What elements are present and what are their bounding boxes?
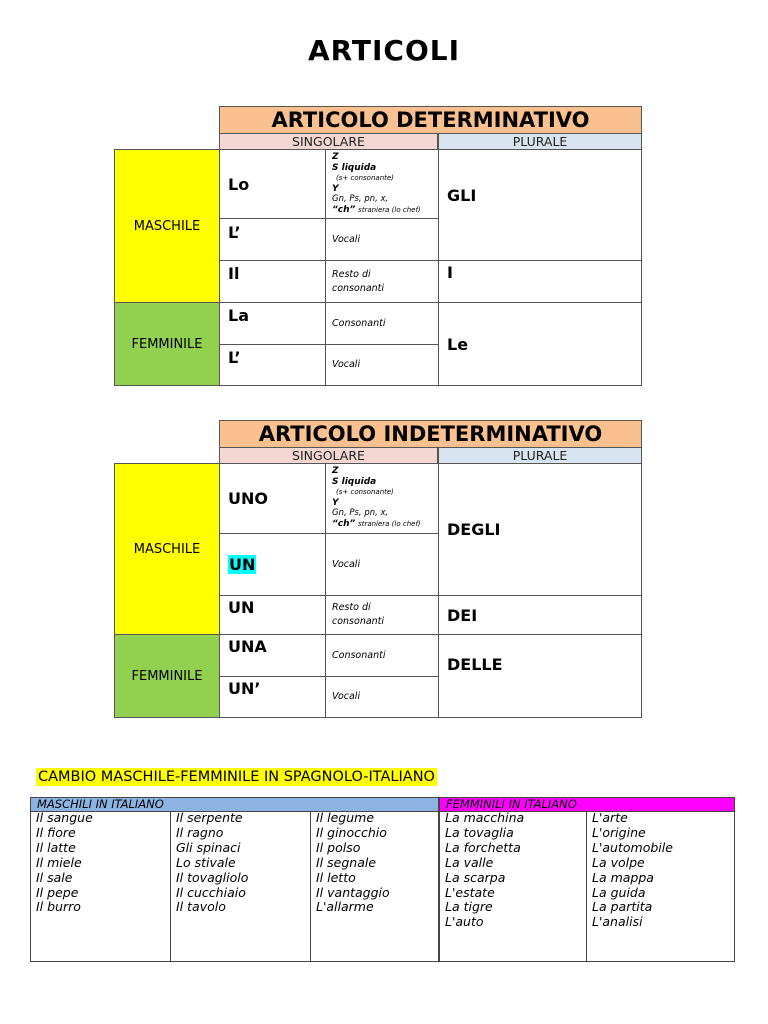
article-il: Il [219,260,326,303]
noun-item: La valle [445,854,494,870]
noun-item: L'arte [592,810,628,825]
noun-item: L'allarme [316,899,374,915]
singolare-header: SINGOLARE [219,447,438,464]
noun-item: Il ginocchio [316,824,387,840]
noun-item: Il pepe [36,884,79,900]
noun-item: Il letto [316,869,356,885]
singolare-header: SINGOLARE [219,133,438,150]
rule-note-resto: Resto di consonanti [325,595,439,635]
page-title: ARTICOLI [307,34,461,67]
article-lo: Lo [219,149,326,219]
noun-item: Il sale [36,869,73,885]
noun-item: La guida [592,884,646,900]
femminile-label: FEMMINILE [114,302,220,386]
indeterminativo-header: ARTICOLO INDETERMINATIVO [219,420,642,448]
article-l-fem: L’ [219,344,326,386]
determinativo-header: ARTICOLO DETERMINATIVO [219,106,642,134]
noun-item: Il cucchiaio [176,884,246,900]
noun-item: Il tavolo [176,899,226,915]
plural-le: Le [438,302,642,386]
femminili-column-1 [439,811,587,962]
noun-item: Il segnale [316,854,377,870]
femminili-header: FEMMINILI IN ITALIANO [439,797,735,812]
rule-note-lo: Z S liquida (s+ consonante) Y Gn, Ps, pn, x, “ch” straniera (lo chef) [325,149,439,219]
noun-item: L'estate [445,884,495,900]
noun-item: Il vantaggio [316,884,390,900]
noun-item: La tovaglia [445,824,514,840]
noun-item: Il sangue [36,810,93,825]
article-un-apos: UN’ [219,676,326,718]
noun-item: Il tovagliolo [176,869,249,885]
noun-item: Il legume [316,810,375,825]
rule-note-consonanti: Consonanti [325,634,439,677]
rule-note-vocali-fem: Vocali [325,676,439,718]
article-la: La [219,302,326,345]
plural-gli: GLI [438,149,642,261]
noun-item: Il ragno [176,824,224,840]
noun-item: L'automobile [592,839,673,855]
highlighted-un: UN [229,555,256,574]
article-una: UNA [219,634,326,677]
noun-item: Gli spinaci [176,839,241,855]
rule-note-vocali: Vocali [325,218,439,261]
maschili-header: MASCHILI IN ITALIANO [30,797,439,812]
plurale-header: PLURALE [438,447,642,464]
noun-item: Il polso [316,839,361,855]
noun-item: Il fiore [36,824,76,840]
noun-item: L'auto [445,914,484,930]
article-uno: UNO [219,463,326,534]
noun-item: Il burro [36,899,81,915]
plural-degli: DEGLI [438,463,642,596]
noun-item: La partita [592,899,653,915]
rule-note-resto: Resto di consonanti [325,260,439,303]
noun-item: La scarpa [445,869,506,885]
plural-delle: DELLE [438,634,642,718]
rule-note-vocali: Vocali [325,533,439,596]
plural-i: I [438,260,642,303]
rule-note-consonanti: Consonanti [325,302,439,345]
plural-dei: DEI [438,595,642,635]
femminile-label: FEMMINILE [114,634,220,718]
noun-item: Il serpente [176,810,243,825]
noun-item: Lo stivale [176,854,236,870]
noun-item: La volpe [592,854,645,870]
noun-item: La forchetta [445,839,521,855]
article-un-vowel [219,533,326,596]
maschili-column-2 [170,811,311,962]
maschile-label: MASCHILE [114,149,220,303]
article-un: UN [219,595,326,635]
rule-note-vocali-fem: Vocali [325,344,439,386]
noun-item: La tigre [445,899,493,915]
plurale-header: PLURALE [438,133,642,150]
noun-item: La mappa [592,869,654,885]
noun-item: La macchina [445,810,525,825]
noun-item: L'analisi [592,914,643,930]
cambio-heading: CAMBIO MASCHILE-FEMMINILE IN SPAGNOLO-ITALIANO [38,769,435,785]
noun-item: Il latte [36,839,76,855]
article-l-masc: L’ [219,218,326,261]
maschili-column-1 [30,811,171,962]
maschili-column-3 [310,811,439,962]
femminili-column-2 [586,811,735,962]
noun-item: L'origine [592,824,646,840]
rule-note-uno: Z S liquida (s+ consonante) Y Gn, Ps, pn, x, “ch” straniera (lo chef) [325,463,439,534]
noun-item: Il miele [36,854,82,870]
maschile-label: MASCHILE [114,463,220,635]
